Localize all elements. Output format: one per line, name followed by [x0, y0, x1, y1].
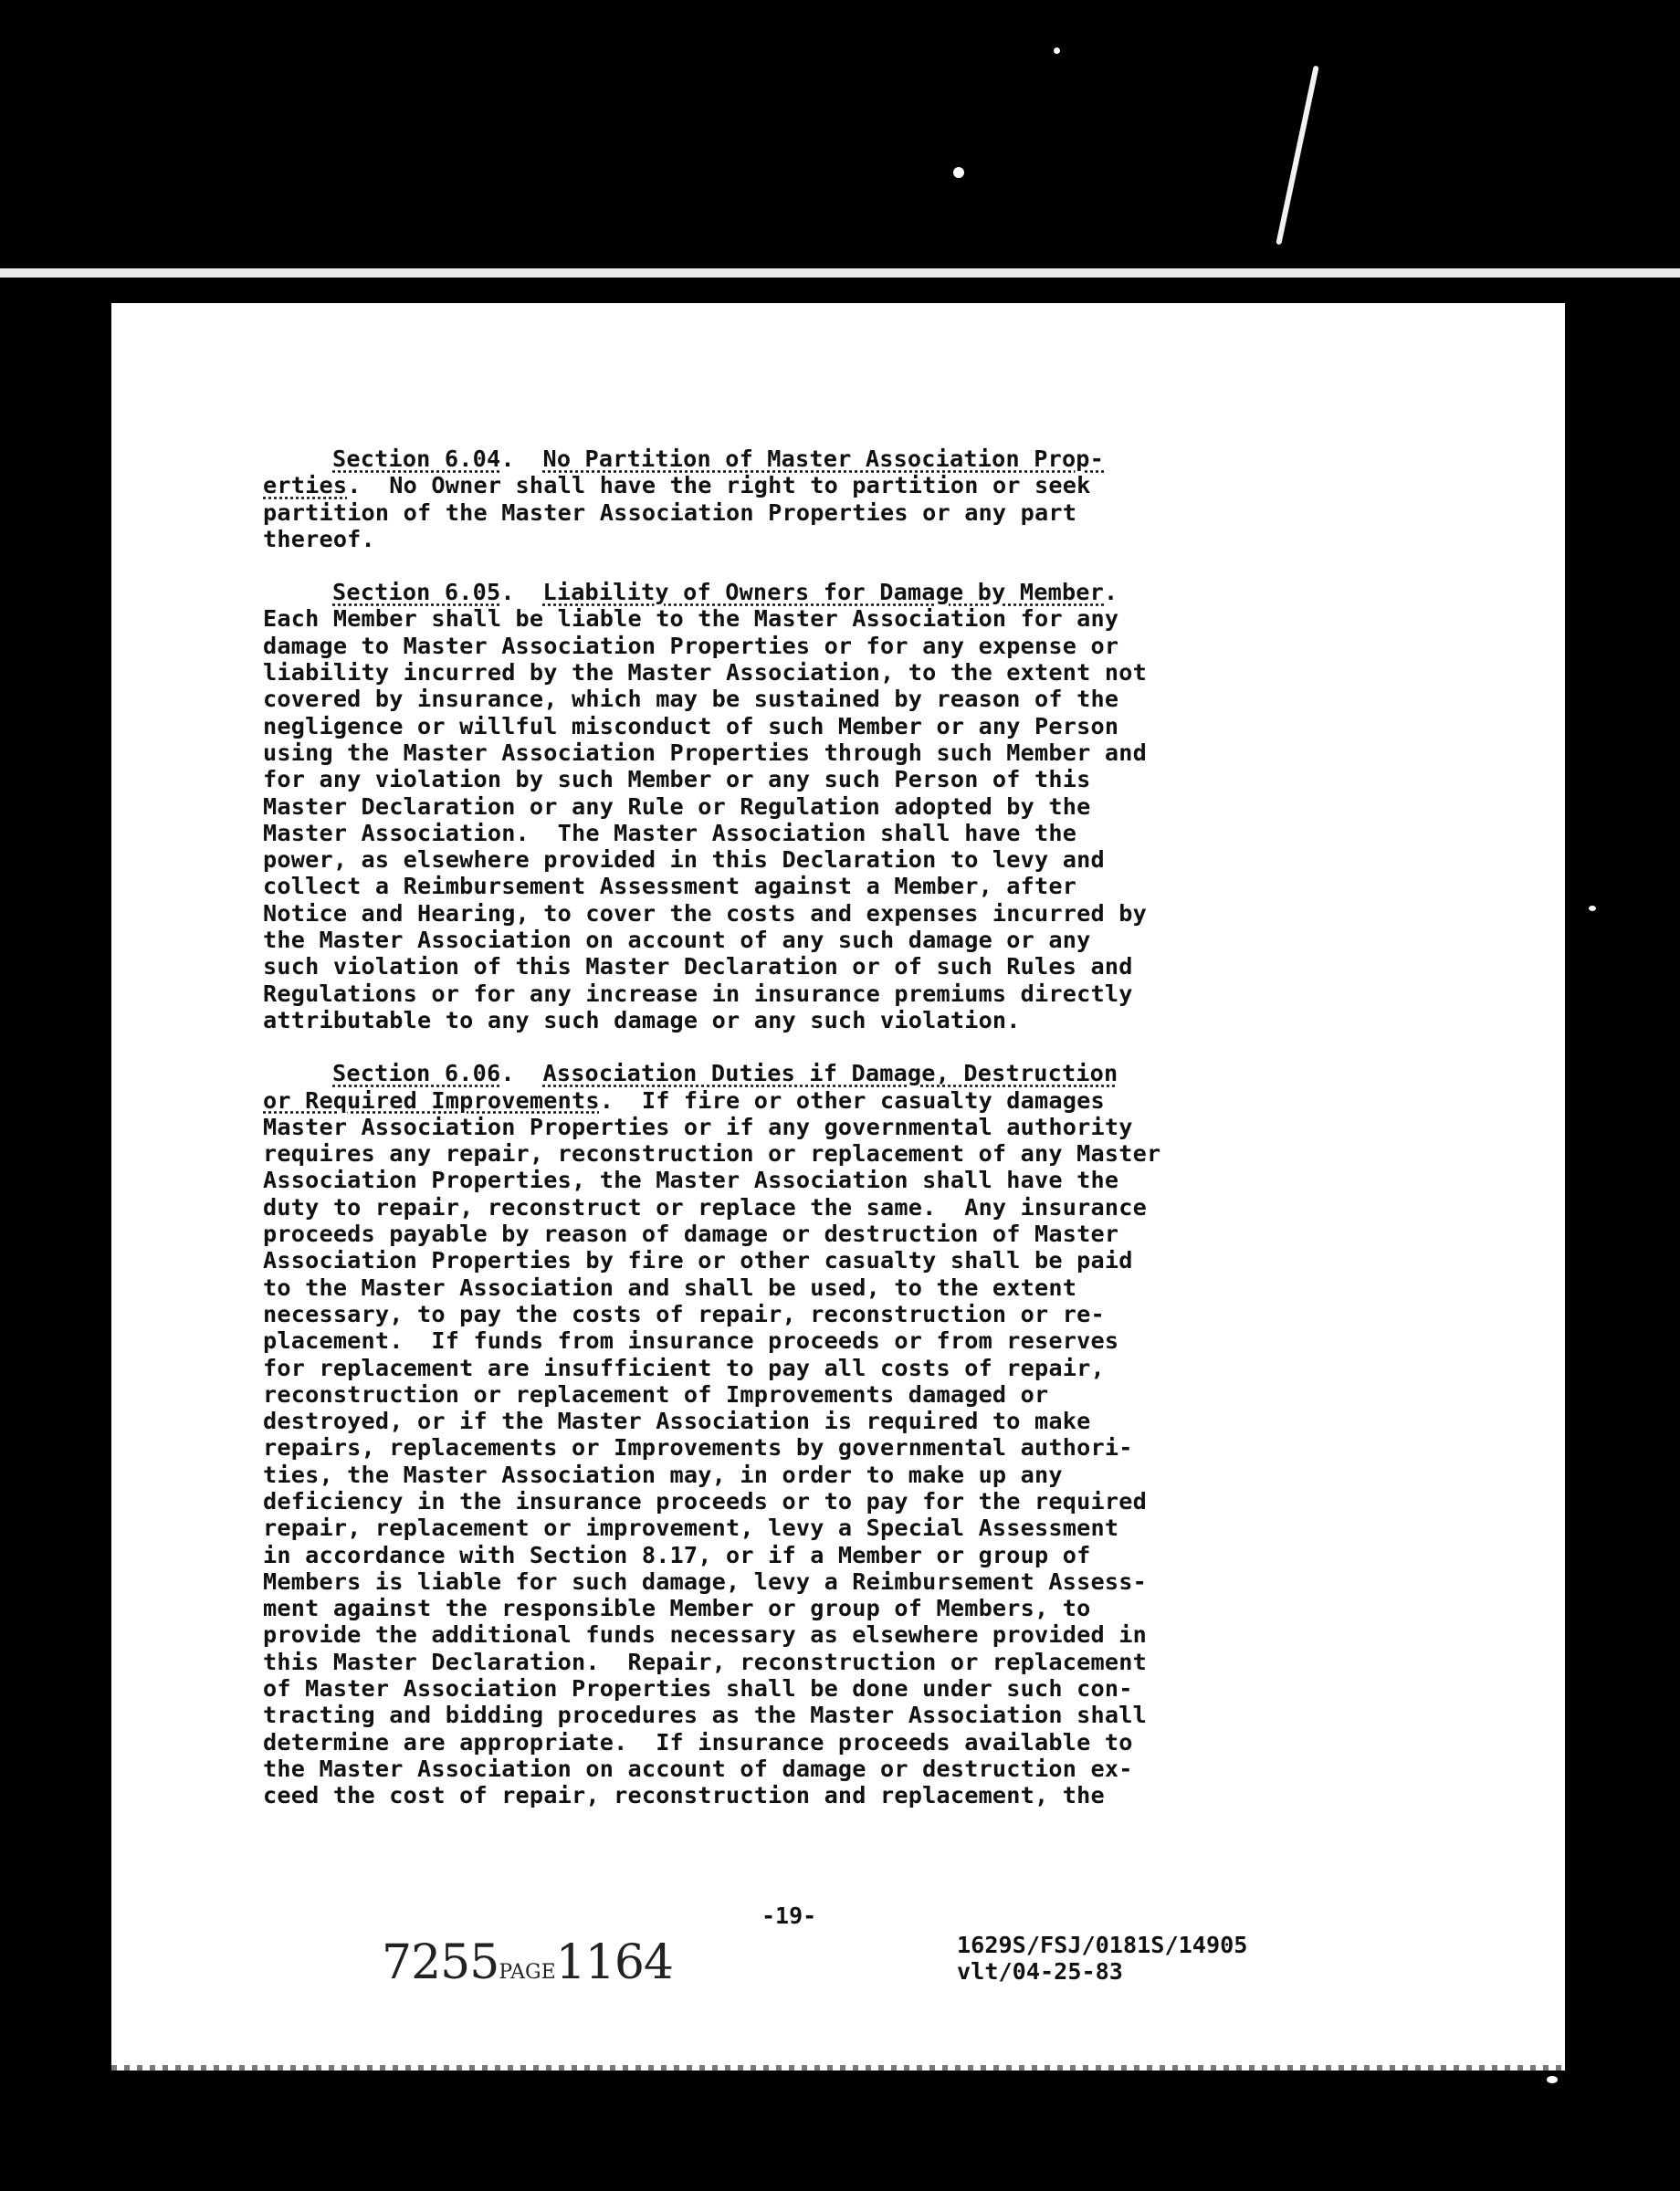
doc-ref-line: 1629S/FSJ/0181S/14905	[957, 1932, 1248, 1958]
text-line	[263, 472, 1377, 498]
scan-speck	[1589, 906, 1596, 911]
underlined-heading-text: Section 6.04	[332, 446, 501, 472]
text-line	[263, 526, 1377, 552]
body-text-run: Master Association Properties or if any governmental authority	[263, 1113, 1133, 1140]
text-line	[263, 820, 1377, 846]
doc-ref-line: vlt/04-25-83	[957, 1958, 1123, 1986]
body-text-run: Members is liable for such damage, levy a Reimbursement Assess-	[263, 1567, 1147, 1595]
section-paragraph	[263, 579, 1377, 1033]
underlined-heading-text: No Partition of Master Association Prop-	[542, 446, 1105, 472]
document-body	[263, 446, 1377, 1836]
text-line	[263, 1274, 1377, 1301]
body-text-run: Master Declaration or any Rule or Regulation adopted by the	[263, 792, 1091, 820]
body-text-run: determine are appropriate. If insurance proceeds available to	[263, 1728, 1133, 1756]
scan-gap	[0, 268, 1680, 278]
text-line	[263, 1542, 1377, 1568]
body-text-run: Each Member shall be liable to the Master Association for any	[263, 605, 1119, 633]
text-line	[263, 739, 1377, 766]
body-text-run: thereof.	[263, 525, 375, 552]
body-text-run: for any violation by such Member or any such Person of this	[263, 766, 1091, 793]
section-paragraph	[263, 446, 1377, 552]
body-text-run: the Master Association on account of any such damage or any	[263, 927, 1091, 954]
body-text-run: destroyed, or if the Master Association is required to make	[263, 1408, 1091, 1435]
underlined-heading-text: or Required Improvements	[263, 1086, 600, 1114]
text-line	[263, 1087, 1377, 1114]
body-text-run: for replacement are insufficient to pay all costs of repair,	[263, 1354, 1105, 1381]
text-line	[263, 1194, 1377, 1221]
body-text-run: to the Master Association and shall be used, to the extent	[263, 1274, 1077, 1301]
text-line	[263, 793, 1377, 820]
stamp-book-number: 7255	[382, 1935, 499, 1990]
body-text-run: duty to repair, reconstruct or replace the same. Any insurance	[263, 1193, 1147, 1221]
text-line	[263, 980, 1377, 1007]
scan-speck	[1054, 47, 1060, 54]
body-text-run: .	[500, 1060, 543, 1087]
body-text-run: in accordance with Section 8.17, or if a Member or group of	[263, 1541, 1091, 1568]
section-paragraph	[263, 1060, 1377, 1808]
text-line	[263, 686, 1377, 712]
body-text-run: liability incurred by the Master Association, to the extent not	[263, 659, 1147, 687]
text-line	[263, 1515, 1377, 1541]
text-line	[263, 1247, 1377, 1274]
underlined-heading-text: Section 6.06	[332, 1060, 501, 1087]
body-text-run: Regulations or for any increase in insurance premiums directly	[263, 980, 1133, 1007]
body-text-run: Association Properties, the Master Association shall have the	[263, 1167, 1119, 1194]
body-text-run: covered by insurance, which may be sustained by reason of the	[263, 686, 1119, 713]
text-line	[263, 1568, 1377, 1595]
text-line	[263, 900, 1377, 927]
body-text-run: partition of the Master Association Properties or any part	[263, 498, 1077, 526]
text-line	[263, 713, 1377, 739]
text-line	[263, 1702, 1377, 1728]
body-text-run: negligence or willful misconduct of such Member or any Person	[263, 712, 1119, 739]
recording-stamp	[382, 1935, 673, 1990]
body-text-run: .	[1104, 579, 1118, 606]
body-text-run: proceeds payable by reason of damage or destruction of Master	[263, 1221, 1119, 1248]
body-text-run: ceed the cost of repair, reconstruction and replacement, the	[263, 1782, 1105, 1809]
text-line	[263, 1381, 1377, 1408]
body-text-run: necessary, to pay the costs of repair, reconstruction or re-	[263, 1300, 1105, 1327]
body-text-run: the Master Association on account of damage or destruction ex-	[263, 1755, 1133, 1782]
text-line	[263, 927, 1377, 953]
body-text-run: . No Owner shall have the right to partition or seek	[347, 472, 1091, 499]
underlined-heading-text: erties	[263, 472, 348, 499]
body-text-run: such violation of this Master Declaration or of such Rules and	[263, 953, 1133, 980]
text-line	[263, 1462, 1377, 1488]
text-line	[263, 1301, 1377, 1327]
text-line	[263, 1221, 1377, 1247]
scan-edge-dots	[111, 2065, 1565, 2070]
stamp-page-number: 1164	[555, 1935, 673, 1990]
text-line	[263, 1355, 1377, 1381]
text-line	[263, 1782, 1377, 1808]
body-text-run: Notice and Hearing, to cover the costs and expenses incurred by	[263, 899, 1147, 927]
text-line	[263, 1434, 1377, 1461]
body-text-run: ties, the Master Association may, in order to make up any	[263, 1461, 1063, 1488]
text-line	[263, 1060, 1377, 1086]
scan-speck	[953, 167, 964, 178]
text-line	[263, 1327, 1377, 1354]
body-text-run: collect a Reimbursement Assessment against a Member, after	[263, 873, 1077, 900]
body-text-run: this Master Declaration. Repair, reconstruction or replacement	[263, 1648, 1147, 1675]
text-line	[263, 766, 1377, 792]
page-number: -19-	[761, 1903, 817, 1929]
text-line	[263, 1408, 1377, 1434]
body-text-run: using the Master Association Properties through such Member and	[263, 739, 1147, 766]
text-line	[263, 1007, 1377, 1033]
scan-scratch	[1276, 66, 1318, 246]
text-line	[263, 499, 1377, 526]
text-line	[263, 1675, 1377, 1702]
text-line	[263, 446, 1377, 472]
document-reference	[957, 1932, 1247, 1986]
body-text-run: deficiency in the insurance proceeds or to pay for the required	[263, 1487, 1147, 1515]
underlined-heading-text: Liability of Owners for Damage by Member	[542, 579, 1105, 606]
body-text-run: placement. If funds from insurance proceeds or from reserves	[263, 1327, 1119, 1355]
body-text-run: reconstruction or replacement of Improvements damaged or	[263, 1380, 1049, 1408]
text-line	[263, 1167, 1377, 1193]
underlined-heading-text: Association Duties if Damage, Destruction	[542, 1060, 1118, 1087]
body-text-run: power, as elsewhere provided in this Declaration to levy and	[263, 846, 1105, 874]
text-line	[263, 1114, 1377, 1140]
text-line	[263, 605, 1377, 632]
body-text-run: Master Association. The Master Association shall have the	[263, 819, 1077, 846]
text-line	[263, 1649, 1377, 1675]
text-line	[263, 1488, 1377, 1515]
body-text-run: . If fire or other casualty damages	[599, 1086, 1105, 1114]
text-line	[263, 846, 1377, 873]
scan-speck	[1547, 2076, 1558, 2083]
body-text-run: damage to Master Association Properties or for any expense or	[263, 632, 1119, 659]
body-text-run: of Master Association Properties shall be done under such con-	[263, 1675, 1133, 1703]
body-text-run: Association Properties by fire or other casualty shall be paid	[263, 1247, 1133, 1274]
text-line	[263, 1729, 1377, 1756]
text-line	[263, 579, 1377, 605]
body-text-run: provide the additional funds necessary as elsewhere provided in	[263, 1621, 1147, 1649]
text-line	[263, 1140, 1377, 1167]
text-line	[263, 953, 1377, 980]
document-page	[111, 303, 1565, 2070]
body-text-run: .	[500, 446, 543, 472]
body-text-run: ment against the responsible Member or group of Members, to	[263, 1595, 1091, 1622]
stamp-page-label: PAGE	[499, 1961, 556, 1984]
body-text-run: tracting and bidding procedures as the Master Association shall	[263, 1702, 1147, 1729]
body-text-run: repairs, replacements or Improvements by governmental authori-	[263, 1434, 1133, 1462]
text-line	[263, 873, 1377, 899]
text-line	[263, 659, 1377, 686]
text-line	[263, 1621, 1377, 1648]
text-line	[263, 1595, 1377, 1621]
underlined-heading-text: Section 6.05	[332, 579, 501, 606]
body-text-run: attributable to any such damage or any such violation.	[263, 1006, 1021, 1033]
body-text-run: repair, replacement or improvement, levy a Special Assessment	[263, 1515, 1119, 1542]
text-line	[263, 1756, 1377, 1782]
body-text-run: .	[500, 579, 543, 606]
body-text-run: requires any repair, reconstruction or replacement of any Master	[263, 1140, 1161, 1168]
text-line	[263, 633, 1377, 659]
